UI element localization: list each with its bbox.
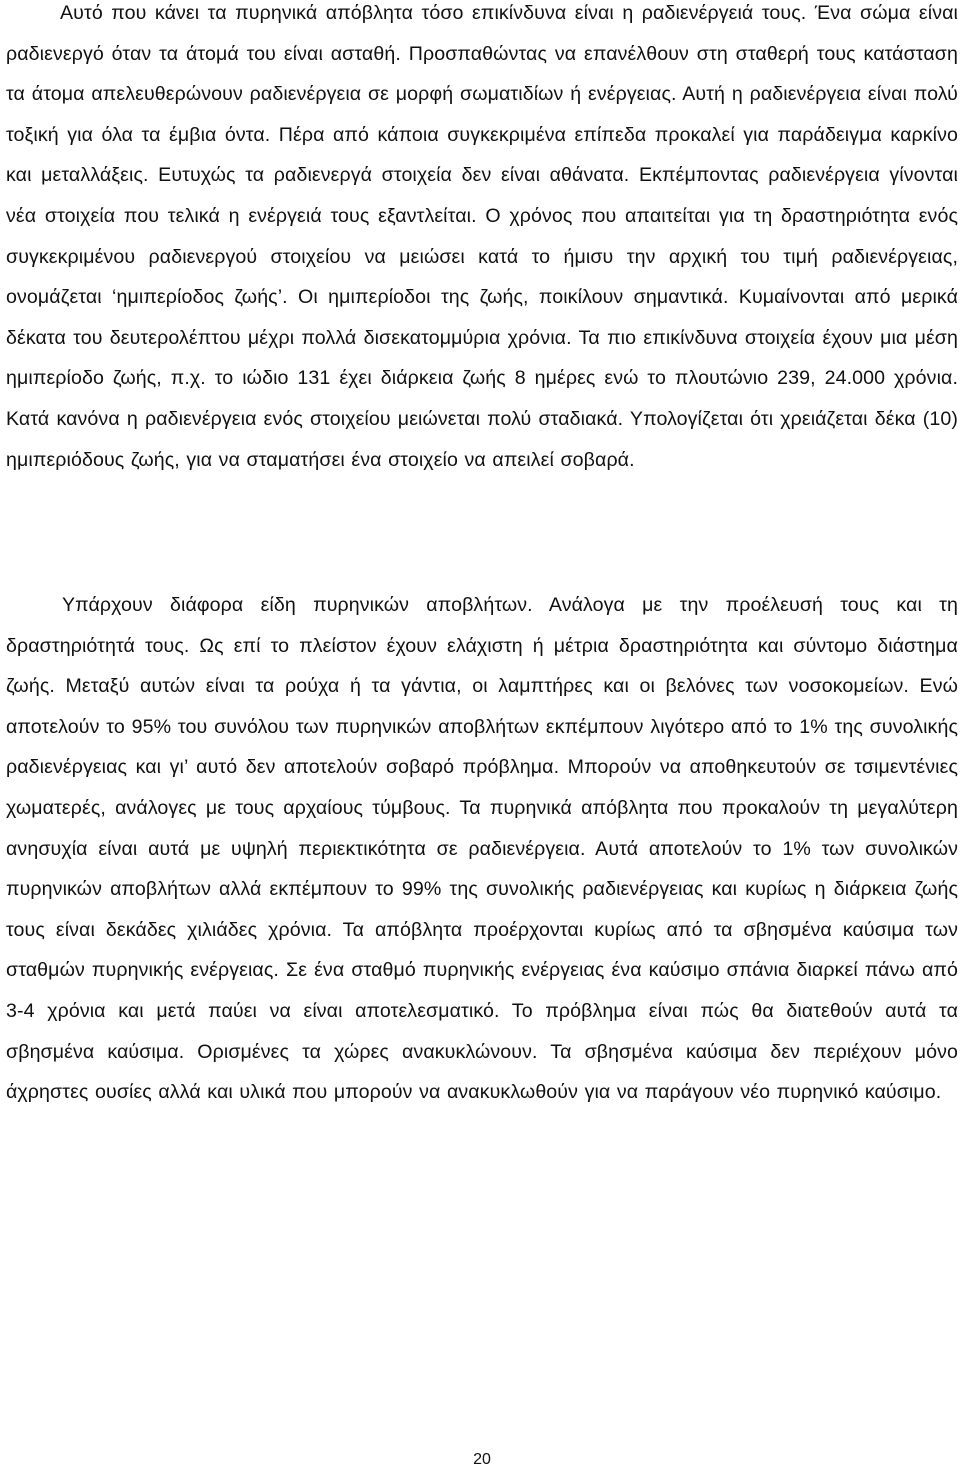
page-number: 20 bbox=[473, 1451, 491, 1468]
paragraph-nuclear-waste-types: Υπάρχουν διάφορα είδη πυρηνικών αποβλήτων. Ανάλογα με την προέλευσή τους και τη δραστηριότητά τους. Ως επί το πλείστον έχουν ελάχιστη ή μέτρια δραστηριότητα και σύντομο διάστημα ζωής. Μεταξύ αυτών είναι τα ρούχα ή τα γάντια, οι λαμπτήρες και οι βελόνες των νοσοκομείων. Ενώ αποτελούν το 95% του συνόλου των πυρηνικών αποβλήτων εκπέμπουν λιγότερο από το 1% της συνολικής ραδιενέργειας και γι’ αυτό δεν αποτελούν σοβαρό πρόβλημα. Μπορούν να αποθηκευτούν σε τσιμεντένιες χωματερές, ανάλογες με τους αρχαίους τύμβους. Τα πυρηνικά απόβλητα που προκαλούν τη μεγαλύτερη ανησυχία είναι αυτά με υψηλή περιεκτικότητα σε ραδιενέργεια. Αυτά αποτελούν το 1% των συνολικών πυρηνικών αποβλήτων αλλά εκπέμπουν το 99% της συνολικής ραδιενέργειας και κυρίως η διάρκεια ζωής τους είναι δεκάδες χιλιάδες χρόνια. Τα απόβλητα προέρχονται κυρίως από τα σβησμένα καύσιμα των σταθμών πυρηνικής ενέργειας. Σε ένα σταθμό πυρηνικής ενέργειας ένα καύσιμο σπάνια διαρκεί πάνω από 3-4 χρόνια και μετά παύει να είναι αποτελεσματικό. Το πρόβλημα είναι πώς θα διατεθούν αυτά τα σβησμένα καύσιμα. Ορισμένες τα χώρες ανακυκλώνουν. Τα σβησμένα καύσιμα δεν περιέχουν μόνο άχρηστες ουσίες αλλά και υλικά που μπορούν να ανακυκλωθούν για να παράγουν νέο πυρηνικό καύσιμο. bbox=[6, 594, 958, 1104]
paragraph-radioactivity-half-life: Αυτό που κάνει τα πυρηνικά απόβλητα τόσο επικίνδυνα είναι η ραδιενέργειά τους. Ένα σώμα είναι ραδιενεργό όταν τα άτομά του είναι ασταθή. Προσπαθώντας να επανέλθουν στη σταθερή τους κατάσταση τα άτομα απελευθερώνουν ραδιενέργεια σε μορφή σωματιδίων ή ενέργειας. Αυτή η ραδιενέργεια είναι πολύ τοξική για όλα τα έμβια όντα. Πέρα από κάποια συγκεκριμένα επίπεδα προκαλεί για παράδειγμα καρκίνο και μεταλλάξεις. Ευτυχώς τα ραδιενεργά στοιχεία δεν είναι αθάνατα. Εκπέμποντας ραδιενέργεια γίνονται νέα στοιχεία που τελικά η ενέργειά τους εξαντλείται. Ο χρόνος που απαιτείται για τη δραστηριότητα ενός συγκεκριμένου ραδιενεργού στοιχείου να μειώσει κατά το ήμισυ την αρχική του τιμή ραδιενέργειας, ονομάζεται ‘ημιπερίοδος ζωής’. Οι ημιπερίοδοι της ζωής, ποικίλουν σημαντικά. Κυμαίνονται από μερικά δέκατα του δευτερολέπτου μέχρι πολλά δισεκατομμύρια χρόνια. Τα πιο επικίνδυνα στοιχεία έχουν μια μέση ημιπερίοδο ζωής, π.χ. το ιώδιο 131 έχει διάρκεια ζωής 8 ημέρες ενώ το πλουτώνιο 239, 24.000 χρόνια. Κατά κανόνα η ραδιενέργεια ενός στοιχείου μειώνεται πολύ σταδιακά. Υπολογίζεται ότι χρειάζεται δέκα (10) ημιπεριόδους ζωής, για να σταματήσει ένα στοιχείο να απειλεί σοβαρά. bbox=[6, 2, 958, 471]
document-page bbox=[6, 0, 958, 1470]
